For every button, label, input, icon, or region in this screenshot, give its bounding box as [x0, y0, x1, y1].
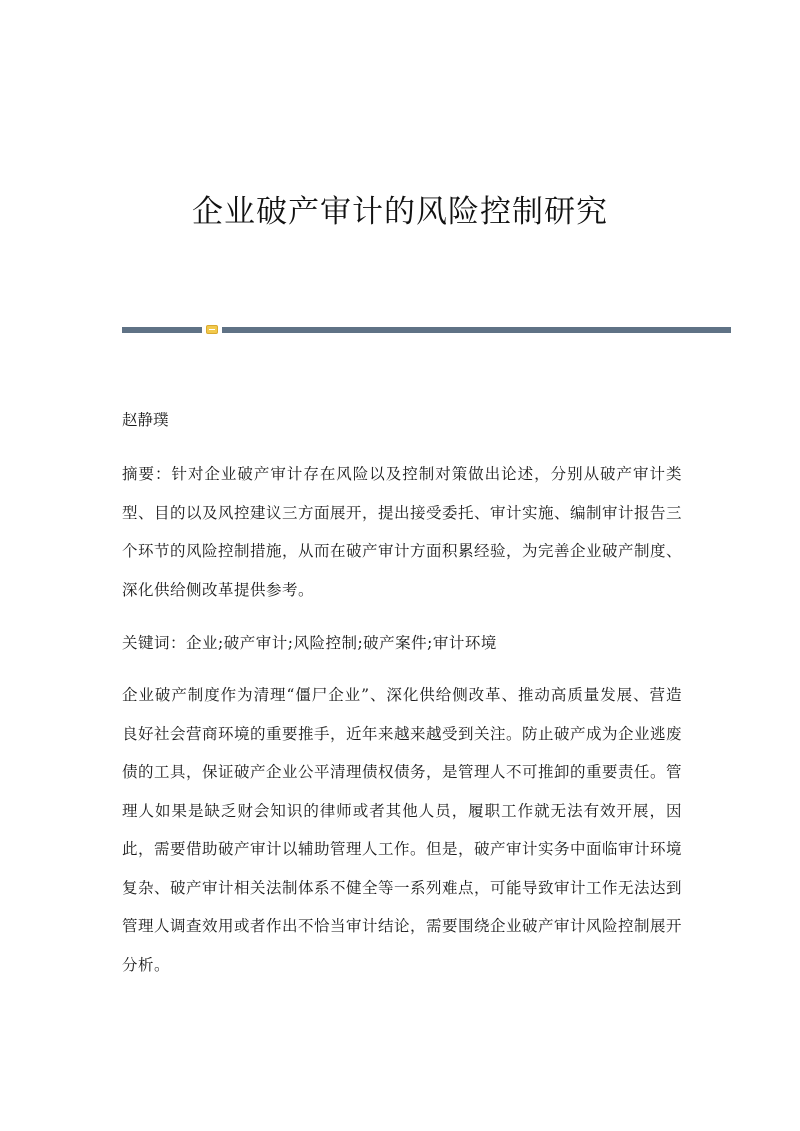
- title-divider: [122, 325, 731, 333]
- abstract-paragraph: 摘要：针对企业破产审计存在风险以及控制对策做出论述，分别从破产审计类型、目的以及风控建议三方面展开，提出接受委托、审计实施、编制审计报告三个环节的风险控制措施，从而在破产审计方面积累经验，为完善企业破产制度、深化供给侧改革提供参考。: [122, 465, 683, 599]
- divider-left-bar: [122, 327, 202, 333]
- envelope-icon: [206, 325, 218, 334]
- author-name: 赵静璞: [122, 411, 169, 429]
- keywords-line: 关键词：企业;破产审计;风险控制;破产案件;审计环境: [122, 634, 497, 652]
- body-paragraph: 企业破产制度作为清理“僵尸企业”、深化供给侧改革、推动高质量发展、营造良好社会营商环境的重要推手，近年来越来越受到关注。防止破产成为企业逃废债的工具，保证破产企业公平清理债权债务，是管理人不可推卸的重要责任。管理人如果是缺乏财会知识的律师或者其他人员，履职工作就无法有效开展，因此，需要借助破产审计以辅助管理人工作。但是，破产审计实务中面临审计环境复杂、破产审计相关法制体系不健全等一系列难点，可能导致审计工作无法达到管理人调查效用或者作出不恰当审计结论，需要围绕企业破产审计风险控制展开分析。: [122, 686, 683, 974]
- divider-right-bar: [222, 327, 731, 333]
- document-title: 企业破产审计的风险控制研究: [192, 194, 608, 230]
